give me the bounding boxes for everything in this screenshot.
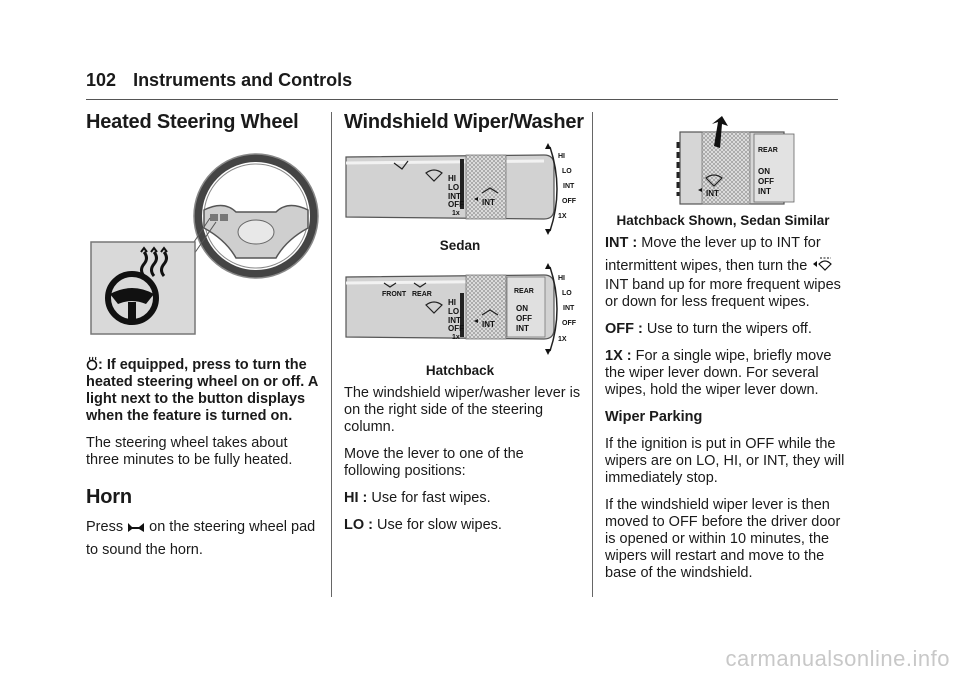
hatch-scale-int: INT: [563, 305, 575, 312]
band-ring-off: OFF: [758, 177, 774, 186]
hatch-label-rear: REAR: [412, 291, 432, 298]
int-item-line3: INT band up for more frequent wipes or down for less frequent wipes.: [605, 277, 841, 310]
watermark: carmanualsonline.info: [725, 646, 950, 671]
column-divider-right: [592, 112, 593, 597]
wiper-parking-title: Wiper Parking: [605, 409, 703, 425]
left-text: [86, 357, 322, 559]
horn-icon: [127, 521, 145, 533]
heated-wheel-button-inset: [91, 242, 195, 334]
hatch-ring-rear: REAR: [514, 288, 534, 295]
heated-wheel-text: : If equipped, press to turn the heated steering wheel on or off. A light next to the button displays when the feature is turned on.: [86, 357, 318, 424]
hatch-label-off: OFF: [448, 324, 464, 333]
left-column: [86, 111, 321, 134]
hatch-label-int: INT: [448, 316, 461, 325]
sedan-scale-int: INT: [563, 183, 575, 190]
int-item-line1: INT : Move the lever up to INT for: [605, 235, 821, 251]
int-item-line2: intermittent wipes, then turn the: [605, 256, 845, 275]
sedan-label-off: OFF: [448, 200, 464, 209]
header-rule: [86, 99, 838, 100]
hi-item: HI : Use for fast wipes.: [344, 490, 491, 506]
middle-text: [344, 385, 584, 534]
lever-positions-text: Move the lever to one of the following positions:: [344, 446, 524, 479]
band-ring-int: INT: [758, 187, 771, 196]
intermittent-wiper-icon: [811, 256, 833, 272]
hatch-scale-hi: HI: [558, 275, 565, 282]
steering-wheel-icon: [194, 154, 318, 278]
hatch-label-hi: HI: [448, 298, 456, 307]
horn-text-line2: to sound the horn.: [86, 542, 203, 558]
hatch-label-lo: LO: [448, 307, 460, 316]
sedan-scale-1x: 1X: [558, 213, 567, 220]
heat-time-text: The steering wheel takes about three minutes to be fully heated.: [86, 435, 293, 468]
horn-text-line1: Press on the steering wheel pad: [86, 519, 316, 535]
sedan-label-hi: HI: [448, 174, 456, 183]
one-x-item: 1X : For a single wipe, briefly move the wiper lever down. For several wipes, hold the wiper lever down.: [605, 348, 832, 398]
sedan-label-lo: LO: [448, 183, 460, 192]
heated-steering-wheel-illustration: [86, 148, 326, 338]
hatchback-shown-caption: Hatchback Shown, Sedan Similar: [616, 213, 830, 228]
wiper-parking-text1: If the ignition is put in OFF while the wipers are on LO, HI, or INT, they will immediately stop.: [605, 436, 845, 486]
lever-location-text: The windshield wiper/washer lever is on the right side of the steering column.: [344, 385, 581, 435]
hatchback-lever-illustration: [344, 263, 574, 355]
band-label-int: INT: [706, 189, 719, 198]
hatch-ring-off: OFF: [516, 314, 532, 323]
hatch-ring-int: INT: [516, 324, 529, 333]
hatch-label-1x-small: 1x: [452, 334, 460, 341]
hatch-scale-lo: LO: [562, 290, 572, 297]
wiper-washer-title: Windshield Wiper/Washer: [344, 111, 584, 133]
hatch-ring-on: ON: [516, 304, 528, 313]
right-text: [605, 235, 845, 582]
heated-wheel-symbol-icon: [86, 357, 98, 371]
sedan-lever-illustration: [344, 143, 574, 235]
hatch-scale-1x: 1X: [558, 336, 567, 343]
lo-item: LO : Use for slow wipes.: [344, 517, 502, 533]
column-divider-left: [331, 112, 332, 597]
sedan-label-1x-small: 1x: [452, 210, 460, 217]
section-title: Instruments and Controls: [133, 70, 353, 90]
sedan-label-int: INT: [448, 192, 461, 201]
hatch-label-front: FRONT: [382, 291, 407, 298]
hatchback-band-illustration: [662, 116, 806, 208]
hatchback-caption: Hatchback: [425, 363, 495, 378]
middle-column: [344, 111, 589, 134]
hatch-scale-off: OFF: [562, 320, 576, 327]
heated-steering-wheel-title: Heated Steering Wheel: [86, 111, 299, 133]
heated-wheel-description: [86, 357, 322, 425]
wiper-parking-text2: If the windshield wiper lever is then moved to OFF before the driver door is opened or within 10 minutes, the wipers will restart and move to the base of the windshield.: [605, 497, 841, 581]
band-ring-on: ON: [758, 167, 770, 176]
sedan-band-int: INT: [482, 198, 495, 207]
band-ring-rear: REAR: [758, 147, 778, 154]
off-item: OFF : Use to turn the wipers off.: [605, 321, 812, 337]
horn-title: Horn: [86, 486, 132, 508]
sedan-scale-hi: HI: [558, 153, 565, 160]
sedan-scale-lo: LO: [562, 168, 572, 175]
hatch-band-int: INT: [482, 320, 495, 329]
page-header: [86, 70, 352, 91]
page-number: 102: [86, 70, 117, 90]
sedan-caption: Sedan: [439, 238, 481, 253]
sedan-scale-off: OFF: [562, 198, 576, 205]
